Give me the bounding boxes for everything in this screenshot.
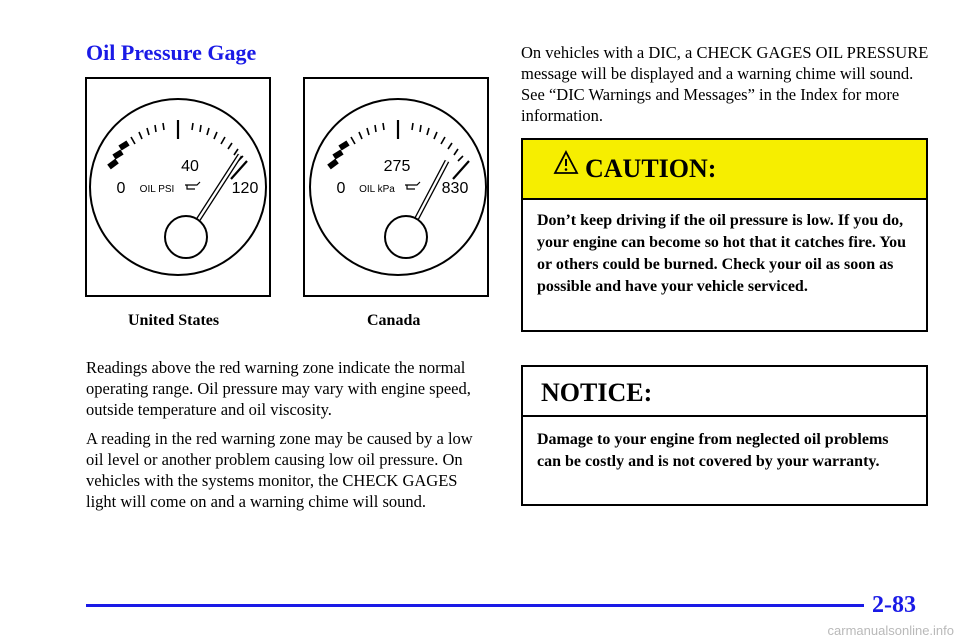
gauge-caption-canada: Canada (367, 312, 421, 329)
notice-box (521, 365, 928, 506)
gauge-canada-max-label: 830 (441, 180, 469, 197)
oil-gauge-canada (303, 77, 489, 297)
watermark: carmanualsonline.info (827, 623, 954, 638)
gauge-canada-mid-label: 275 (383, 158, 411, 175)
gauge-caption-us: United States (128, 312, 220, 329)
caution-box (521, 138, 928, 332)
gauge-us-mid-label: 40 (181, 158, 199, 175)
warning-triangle-icon (553, 150, 579, 176)
section-title: Oil Pressure Gage (86, 40, 257, 65)
gauge-us-min-label: 0 (116, 180, 126, 197)
gauge-canada-unit-label: OIL kPa (359, 184, 395, 195)
caution-label: CAUTION: (585, 154, 717, 183)
gauge-canada-hub (385, 216, 427, 258)
caution-header (523, 140, 926, 200)
notice-text: Damage to your engine from neglected oil problems can be costly and is not covered by your warranty. (537, 431, 889, 470)
gauge-canada-min-label: 0 (336, 180, 346, 197)
caution-text: Don’t keep driving if the oil pressure is low. If you do, your engine can become so hot that it catches fire. You or others could be burned. Check your oil as soon as possible and have your vehicle serviced. (537, 212, 906, 295)
notice-header (523, 367, 926, 417)
oil-gauge-us (85, 77, 271, 297)
gauge-us-hub (165, 216, 207, 258)
paragraph-red-zone: A reading in the red warning zone may be caused by a low oil level or another problem causing low oil pressure. On vehicles with the systems monitor, the CHECK GAGES light will come on and a warning chime will sound. (86, 429, 473, 511)
gauge-us-unit-label: OIL PSI (139, 184, 175, 195)
gauge-us-max-label: 120 (231, 180, 259, 197)
paragraph-normal-range: Readings above the red warning zone indicate the normal operating range. Oil pressure may vary with engine speed, outside temperature and oil viscosity. (86, 358, 471, 419)
paragraph-dic: On vehicles with a DIC, a CHECK GAGES OIL PRESSURE message will be displayed and a warning chime will sound. See “DIC Warnings and Messages” in the Index for more information. (521, 43, 929, 125)
page-number: 2-83 (872, 592, 916, 618)
footer-rule (86, 604, 864, 607)
notice-label: NOTICE: (541, 378, 653, 407)
